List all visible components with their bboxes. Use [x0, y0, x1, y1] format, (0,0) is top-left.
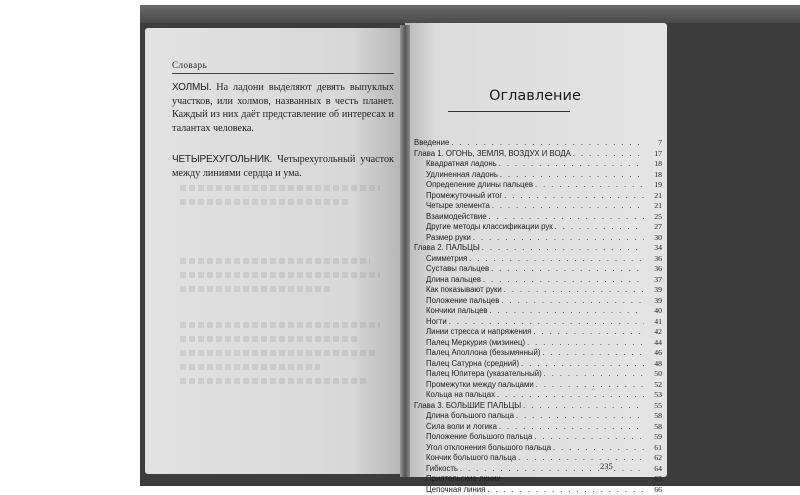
toc-entry-page: 46 — [646, 348, 662, 357]
toc-entry — [414, 411, 662, 422]
toc-entry — [414, 432, 662, 443]
toc-leader-dots — [483, 275, 644, 284]
glossary-term: ЧЕТЫРЕХУГОЛЬНИК. — [172, 154, 272, 165]
toc-entry-title: Сила воли и логика — [426, 422, 497, 431]
toc-entry-page: 61 — [646, 443, 662, 452]
toc-entry-title: Палец Сатурна (средний) — [426, 359, 519, 368]
toc-entry-title: Четыре элемента — [426, 201, 490, 210]
toc-entry-title: Линии стресса и напряжения — [426, 327, 531, 336]
toc-entry-page: 66 — [646, 485, 662, 494]
toc-entry-title: Кончик большого пальца — [426, 453, 516, 462]
toc-entry-title: Кончики пальцев — [426, 306, 488, 315]
toc-entry-page: 52 — [646, 380, 662, 389]
toc-entry-title: Положение пальцев — [426, 296, 499, 305]
show-through-text — [180, 350, 376, 356]
show-through-text — [180, 199, 350, 205]
toc-leader-dots — [499, 422, 644, 431]
toc-entry-title: Палец Юпитера (указательный) — [426, 369, 542, 378]
toc-entry-title: Кольца на пальцах — [426, 390, 495, 399]
toc-entry-title: Глава 1. ОГОНЬ, ЗЕМЛЯ, ВОЗДУХ И ВОДА — [414, 149, 571, 158]
toc-entry — [414, 464, 662, 475]
toc-title-rule — [448, 111, 570, 112]
toc-leader-dots — [535, 180, 644, 189]
toc-entry — [414, 348, 662, 359]
toc-entry-title: Угол отклонения большого пальца — [426, 443, 551, 452]
toc-entry-page: 18 — [646, 170, 662, 179]
running-head: Словарь — [172, 60, 207, 70]
toc-entry — [414, 180, 662, 191]
toc-leader-dots — [573, 149, 644, 158]
toc-entry — [414, 359, 662, 370]
toc-entry — [414, 275, 662, 286]
toc-entry-title: Симметрия — [426, 254, 467, 263]
toc-leader-dots — [503, 474, 644, 483]
toc-leader-dots — [536, 380, 644, 389]
toc-entry — [414, 264, 662, 275]
toc-entry — [414, 453, 662, 464]
toc-entry — [414, 338, 662, 349]
page-number: 235 — [600, 461, 613, 471]
toc-entry-title: Длина пальцев — [426, 275, 481, 284]
toc-entry-page: 58 — [646, 411, 662, 420]
toc-entry — [414, 390, 662, 401]
toc-entry-page: 59 — [646, 432, 662, 441]
book-gutter — [400, 25, 410, 477]
toc-leader-dots — [523, 401, 644, 410]
toc-entry-title: Положение большого пальца — [426, 432, 532, 441]
toc-entry-page: 34 — [646, 243, 662, 252]
toc-chapter — [414, 138, 662, 149]
toc-entry-title: Как показывают руки — [426, 285, 502, 294]
toc-entry-page: 36 — [646, 264, 662, 273]
toc-title: Оглавление — [475, 88, 595, 104]
toc-leader-dots — [553, 443, 644, 452]
toc-entry-title: Палец Меркурия (мизинец) — [426, 338, 525, 347]
toc-entry-page: 17 — [646, 149, 662, 158]
toc-entry-title: Удлиненная ладонь — [426, 170, 498, 179]
show-through-text — [180, 322, 380, 328]
toc-entry — [414, 474, 662, 485]
toc-leader-dots — [469, 254, 644, 263]
toc-leader-dots — [460, 464, 644, 473]
toc-chapter — [414, 401, 662, 412]
toc-entry-page: 39 — [646, 296, 662, 305]
scanner-edge — [140, 5, 800, 23]
toc-entry-page: 7 — [646, 138, 662, 147]
toc-entry — [414, 443, 662, 454]
toc-entry-title: Цепочная линия — [426, 485, 485, 494]
toc-leader-dots — [544, 369, 644, 378]
toc-leader-dots — [533, 327, 644, 336]
toc-entry-title: Промежуточный итог — [426, 191, 502, 200]
toc-leader-dots — [542, 348, 644, 357]
toc-entry-title: Определение длины пальцев — [426, 180, 533, 189]
toc-entry-title: Размер руки — [426, 233, 471, 242]
toc-entry-page: 21 — [646, 191, 662, 200]
glossary-definition: На ладони выделяют девять выпуклых участков, или холмов, названных в честь планет. Каждый из них даёт представление об интересах и талантах человека. — [172, 82, 394, 134]
toc-leader-dots — [504, 285, 644, 294]
toc-leader-dots — [490, 306, 644, 315]
toc-entry-page: 62 — [646, 453, 662, 462]
toc-entry-title: Приятельские линии — [426, 474, 501, 483]
toc-entry — [414, 317, 662, 328]
toc-entry-page: 55 — [646, 401, 662, 410]
toc-entry-page: 39 — [646, 285, 662, 294]
toc-entry-title: Суставы пальцев — [426, 264, 489, 273]
toc-entry-title: Взаимодействие — [426, 212, 487, 221]
toc-leader-dots — [516, 411, 644, 420]
toc-chapter — [414, 243, 662, 254]
toc-entry — [414, 170, 662, 181]
running-head-rule — [172, 73, 394, 74]
toc-entry-title: Ногти — [426, 317, 447, 326]
toc-leader-dots — [555, 222, 644, 231]
toc-leader-dots — [504, 191, 644, 200]
toc-entry — [414, 369, 662, 380]
toc-entry-title: Квадратная ладонь — [426, 159, 497, 168]
toc-entry-page: 42 — [646, 327, 662, 336]
toc-entry-page: 58 — [646, 422, 662, 431]
glossary-entry — [172, 81, 394, 135]
toc-entry-title: Длина большого пальца — [426, 411, 514, 420]
toc-chapter — [414, 149, 662, 160]
show-through-text — [180, 364, 320, 370]
show-through-text — [180, 272, 380, 278]
show-through-text — [180, 185, 380, 191]
toc-leader-dots — [527, 338, 644, 347]
toc-leader-dots — [518, 453, 644, 462]
toc-entry-page: 48 — [646, 359, 662, 368]
toc-entry — [414, 422, 662, 433]
toc-entry-page: 19 — [646, 180, 662, 189]
glossary-entry — [172, 153, 394, 180]
toc-entry-title: Гибкость — [426, 464, 458, 473]
toc-entry — [414, 222, 662, 233]
toc-entry-page: 44 — [646, 338, 662, 347]
toc-leader-dots — [501, 296, 644, 305]
toc-leader-dots — [492, 201, 644, 210]
toc-leader-dots — [521, 359, 644, 368]
toc-leader-dots — [489, 212, 644, 221]
toc-entry-page: 21 — [646, 201, 662, 210]
toc-leader-dots — [449, 317, 644, 326]
toc-leader-dots — [534, 432, 644, 441]
toc-leader-dots — [482, 243, 644, 252]
toc-entry-title: Промежутки между пальцами — [426, 380, 534, 389]
toc-entry-page: 65 — [646, 474, 662, 483]
toc-entry-page: 40 — [646, 306, 662, 315]
toc-entry — [414, 306, 662, 317]
toc-leader-dots — [491, 264, 644, 273]
toc-entry-page: 30 — [646, 233, 662, 242]
show-through-text — [180, 258, 370, 264]
toc-entry — [414, 380, 662, 391]
toc-entry — [414, 485, 662, 495]
toc-entry-title: Другие методы классификации рук — [426, 222, 553, 231]
toc-entry-page: 41 — [646, 317, 662, 326]
toc-entry — [414, 233, 662, 244]
toc-entry-page: 25 — [646, 212, 662, 221]
toc-entry — [414, 254, 662, 265]
table-of-contents — [414, 138, 662, 495]
toc-leader-dots — [451, 138, 644, 147]
toc-entry — [414, 285, 662, 296]
toc-entry-page: 36 — [646, 254, 662, 263]
toc-entry — [414, 212, 662, 223]
toc-entry — [414, 201, 662, 212]
glossary-term: ХОЛМЫ. — [172, 82, 211, 93]
toc-entry-page: 27 — [646, 222, 662, 231]
toc-entry — [414, 296, 662, 307]
show-through-text — [180, 286, 330, 292]
toc-entry-page: 50 — [646, 369, 662, 378]
toc-entry-title: Глава 2. ПАЛЬЦЫ — [414, 243, 480, 252]
toc-entry — [414, 159, 662, 170]
toc-leader-dots — [500, 170, 644, 179]
glossary-definition: Четырехугольный участок между линиями сердца и ума. — [172, 154, 394, 179]
toc-leader-dots — [473, 233, 644, 242]
show-through-text — [180, 378, 368, 384]
show-through-text — [180, 336, 360, 342]
toc-entry-title: Палец Аполлона (безымянный) — [426, 348, 540, 357]
toc-leader-dots — [497, 390, 644, 399]
toc-entry — [414, 327, 662, 338]
toc-entry — [414, 191, 662, 202]
toc-entry-page: 53 — [646, 390, 662, 399]
toc-entry-page: 64 — [646, 464, 662, 473]
toc-entry-title: Глава 3. БОЛЬШИЕ ПАЛЬЦЫ — [414, 401, 521, 410]
toc-leader-dots — [499, 159, 644, 168]
toc-entry-page: 18 — [646, 159, 662, 168]
toc-entry-page: 37 — [646, 275, 662, 284]
toc-entry-title: Введение — [414, 138, 449, 147]
